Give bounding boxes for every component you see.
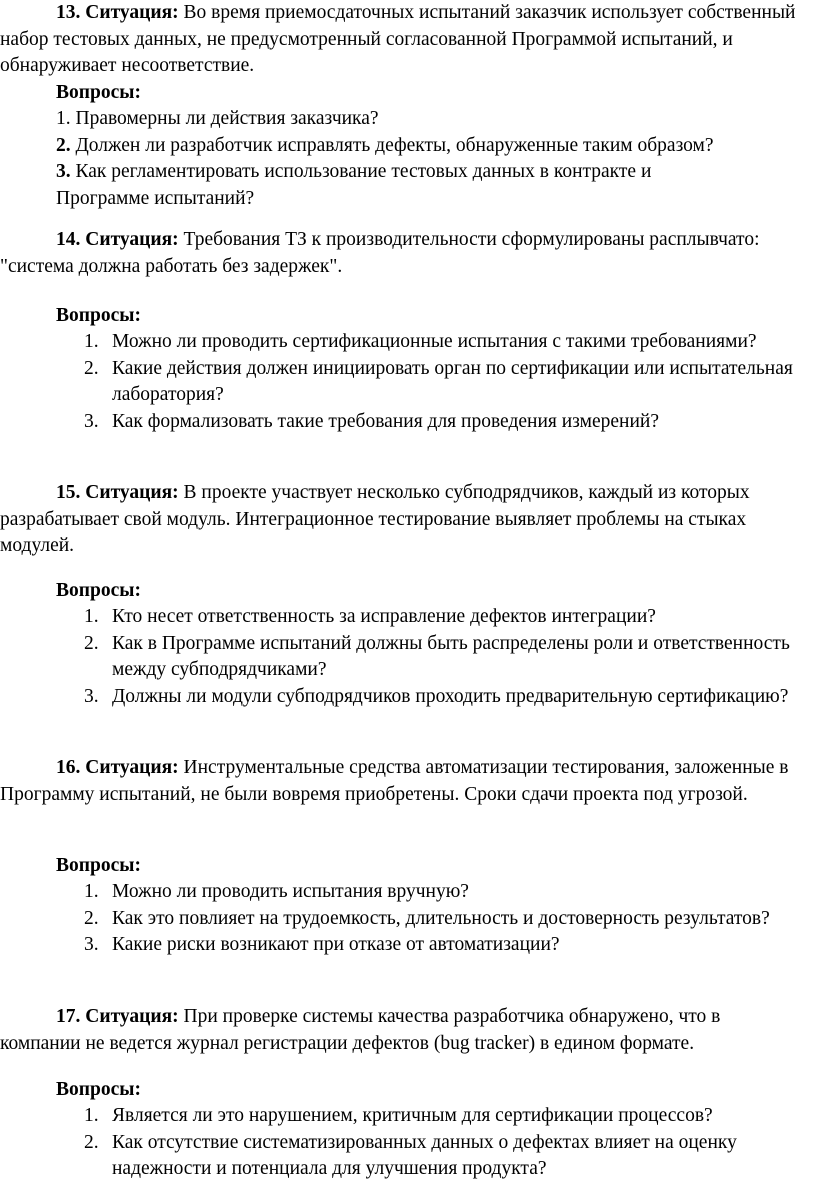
situation-13-number: 13. bbox=[56, 2, 81, 23]
situation-15-number: 15. bbox=[56, 482, 81, 503]
question-text: Программе испытаний? bbox=[56, 188, 255, 209]
list-item bbox=[0, 356, 812, 409]
question-text: Правомерны ли действия заказчика? bbox=[75, 108, 379, 129]
question-number: 3. bbox=[56, 161, 71, 182]
list-item bbox=[0, 631, 812, 684]
situation-15-question-list bbox=[0, 604, 812, 710]
question-text: Должен ли разработчик исправлять дефекты, обнаруженные таким образом? bbox=[75, 135, 714, 156]
situation-14-questions-title: Вопросы: bbox=[56, 305, 141, 326]
situation-16-paragraph bbox=[0, 755, 805, 808]
list-item bbox=[0, 879, 812, 906]
question-text: Кто несет ответственность за исправление дефектов интеграции? bbox=[112, 606, 656, 627]
situation-17-number: 17. bbox=[56, 1006, 81, 1027]
situation-17-paragraph bbox=[0, 1004, 805, 1057]
situation-17-question-list bbox=[0, 1103, 812, 1183]
question-text: Должны ли модули субподрядчиков проходить предварительную сертификацию? bbox=[112, 685, 789, 707]
question-number: 1. bbox=[84, 881, 99, 902]
situation-13-question-2 bbox=[56, 133, 714, 160]
situation-17-label: Ситуация: bbox=[85, 1006, 179, 1027]
situation-14-label: Ситуация: bbox=[85, 229, 179, 250]
question-text: Является ли это нарушением, критичным для сертификации процессов? bbox=[112, 1105, 713, 1126]
list-item bbox=[0, 906, 812, 933]
question-text: Какие риски возникают при отказе от автоматизации? bbox=[112, 934, 560, 956]
situation-14-text: Требования ТЗ к производительности сформулированы расплывчато: "система должна работать без задержек". bbox=[0, 229, 760, 277]
situation-13-label: Ситуация: bbox=[85, 2, 179, 23]
situation-13-question-1 bbox=[56, 106, 379, 133]
situation-13-paragraph bbox=[0, 0, 805, 80]
situation-14-paragraph bbox=[0, 227, 805, 280]
question-number: 2. bbox=[84, 907, 99, 929]
list-item bbox=[0, 409, 812, 436]
question-text: Можно ли проводить сертификационные испытания с такими требованиями? bbox=[112, 331, 757, 352]
situation-17-text: При проверке системы качества разработчика обнаружено, что в компании не ведется журнал регистрации дефектов (bug tracker) в едином формате. bbox=[0, 1006, 721, 1054]
question-number: 1. bbox=[84, 331, 99, 352]
situation-13-question-3 bbox=[56, 159, 651, 186]
question-number: 3. bbox=[84, 934, 99, 956]
list-item bbox=[0, 932, 812, 959]
situation-13-questions-title: Вопросы: bbox=[56, 82, 141, 103]
question-text: Как в Программе испытаний должны быть распределены роли и ответственность между субподрядчиками? bbox=[112, 632, 790, 681]
question-number: 2. bbox=[56, 135, 71, 156]
situation-16-question-list bbox=[0, 879, 812, 959]
situation-15-paragraph bbox=[0, 480, 805, 560]
situation-13-text: Во время приемосдаточных испытаний заказчик использует собственный набор тестовых данных, не предусмотренный согласованной Программой испытаний, и обнаруживает несоответствие. bbox=[0, 2, 796, 77]
question-text: Как это повлияет на трудоемкость, длительность и достоверность результатов? bbox=[112, 907, 770, 929]
situation-14-number: 14. bbox=[56, 229, 81, 250]
question-number: 2. bbox=[84, 357, 99, 379]
situation-17-questions-title: Вопросы: bbox=[56, 1079, 141, 1100]
situation-16-label: Ситуация: bbox=[85, 757, 179, 778]
question-number: 3. bbox=[84, 410, 99, 432]
list-item bbox=[0, 1103, 812, 1130]
question-text: Как формализовать такие требования для проведения измерений? bbox=[112, 410, 659, 432]
question-text: Какие действия должен инициировать орган по сертификации или испытательная лаборатория? bbox=[112, 357, 793, 406]
question-text: Как регламентировать использование тестовых данных в контракте и bbox=[75, 161, 652, 182]
situation-15-text: В проекте участвует несколько субподрядчиков, каждый из которых разрабатывает свой модуль. Интеграционное тестирование выявляет проблемы на стыках модулей. bbox=[0, 482, 750, 557]
situation-16-questions-title: Вопросы: bbox=[56, 855, 141, 876]
list-item bbox=[0, 329, 812, 356]
situation-13-question-3-continuation bbox=[56, 186, 254, 213]
question-number: 3. bbox=[84, 685, 99, 707]
question-number: 2. bbox=[84, 1131, 99, 1153]
list-item bbox=[0, 1130, 812, 1183]
question-number: 2. bbox=[84, 632, 99, 654]
question-number: 1. bbox=[84, 1105, 99, 1126]
situation-16-text: Инструментальные средства автоматизации тестирования, заложенные в Программу испытаний, не были вовремя приобретены. Сроки сдачи проекта под угрозой. bbox=[0, 757, 789, 805]
list-item bbox=[0, 604, 812, 631]
question-text: Можно ли проводить испытания вручную? bbox=[112, 881, 469, 902]
question-text: Как отсутствие систематизированных данных о дефектах влияет на оценку надежности и потенциала для улучшения продукта? bbox=[112, 1131, 737, 1180]
situation-14-question-list bbox=[0, 329, 812, 435]
situation-16-number: 16. bbox=[56, 757, 81, 778]
list-item bbox=[0, 684, 812, 711]
question-number: 1. bbox=[56, 108, 71, 129]
situation-15-questions-title: Вопросы: bbox=[56, 580, 141, 601]
situation-15-label: Ситуация: bbox=[85, 482, 179, 503]
question-number: 1. bbox=[84, 606, 99, 627]
